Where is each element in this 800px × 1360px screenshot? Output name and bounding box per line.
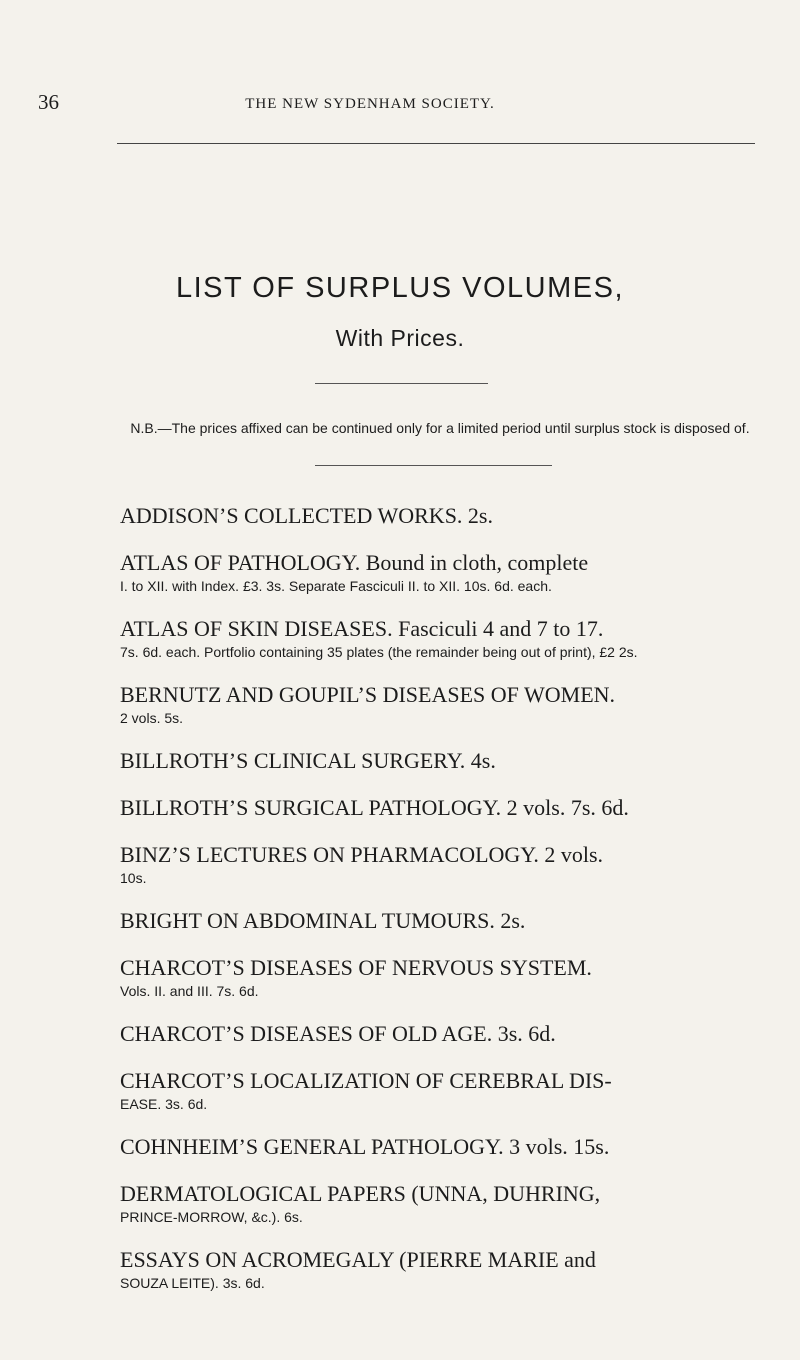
entry-title: ATLAS OF PATHOLOGY. Bound in cloth, complete: [120, 550, 589, 575]
list-item: [120, 615, 760, 662]
entry-title: ESSAYS ON ACROMEGALY (PIERRE MARIE and: [120, 1247, 596, 1272]
entry-detail: 10s.: [120, 870, 147, 886]
list-title: LIST OF SURPLUS VOLUMES,: [175, 272, 625, 304]
entry-detail: SOUZA LEITE). 3s. 6d.: [120, 1275, 265, 1291]
list-item: [120, 954, 760, 1001]
entry-title: BERNUTZ AND GOUPIL’S DISEASES OF WOMEN.: [120, 682, 616, 707]
entry-title: ATLAS OF SKIN DISEASES. Fasciculi 4 and 7 to 17.: [120, 616, 604, 641]
entry-title: BILLROTH’S SURGICAL PATHOLOGY. 2 vols. 7s. 6d.: [120, 795, 629, 820]
list-subtitle: With Prices.: [335, 325, 465, 351]
list-item: [120, 549, 760, 596]
list-item: [120, 1246, 760, 1293]
running-head: THE NEW SYDENHAM SOCIETY.: [245, 96, 495, 112]
divider-top: [315, 383, 488, 384]
page-number: 36: [38, 90, 59, 114]
divider-bottom: [315, 465, 552, 466]
entry-title: COHNHEIM’S GENERAL PATHOLOGY. 3 vols. 15s.: [120, 1134, 610, 1159]
entry-detail: EASE. 3s. 6d.: [120, 1096, 208, 1112]
nb-note: N.B.—The prices affixed can be continued only for a limited period until surplus stock is disposed of.: [130, 420, 750, 436]
entries-list: [120, 502, 760, 1312]
entry-detail: 7s. 6d. each. Portfolio containing 35 plates (the remainder being out of print), £2 2s.: [120, 644, 638, 660]
list-item: [120, 794, 760, 822]
entry-title: BILLROTH’S CLINICAL SURGERY. 4s.: [120, 748, 496, 773]
entry-title: ADDISON’S COLLECTED WORKS. 2s.: [120, 503, 493, 528]
entry-title: BRIGHT ON ABDOMINAL TUMOURS. 2s.: [120, 908, 526, 933]
entry-detail: 2 vols. 5s.: [120, 710, 184, 726]
list-item: [120, 747, 760, 775]
entry-title: CHARCOT’S LOCALIZATION OF CEREBRAL DIS-: [120, 1068, 612, 1093]
list-item: [120, 1020, 760, 1048]
list-item: [120, 1133, 760, 1161]
list-item: [120, 502, 760, 530]
entry-title: CHARCOT’S DISEASES OF NERVOUS SYSTEM.: [120, 955, 592, 980]
entry-title: DERMATOLOGICAL PAPERS (UNNA, DUHRING,: [120, 1181, 601, 1206]
entry-detail: I. to XII. with Index. £3. 3s. Separate Fasciculi II. to XII. 10s. 6d. each.: [120, 578, 552, 594]
entry-detail: PRINCE-MORROW, &c.). 6s.: [120, 1209, 303, 1225]
entry-title: CHARCOT’S DISEASES OF OLD AGE. 3s. 6d.: [120, 1021, 556, 1046]
list-item: [120, 681, 760, 728]
list-item: [120, 907, 760, 935]
list-item: [120, 1067, 760, 1114]
entry-detail: Vols. II. and III. 7s. 6d.: [120, 983, 259, 999]
list-item: [120, 1180, 760, 1227]
entry-title: BINZ’S LECTURES ON PHARMACOLOGY. 2 vols.: [120, 842, 604, 867]
list-item: [120, 841, 760, 888]
header-rule: [117, 143, 755, 144]
